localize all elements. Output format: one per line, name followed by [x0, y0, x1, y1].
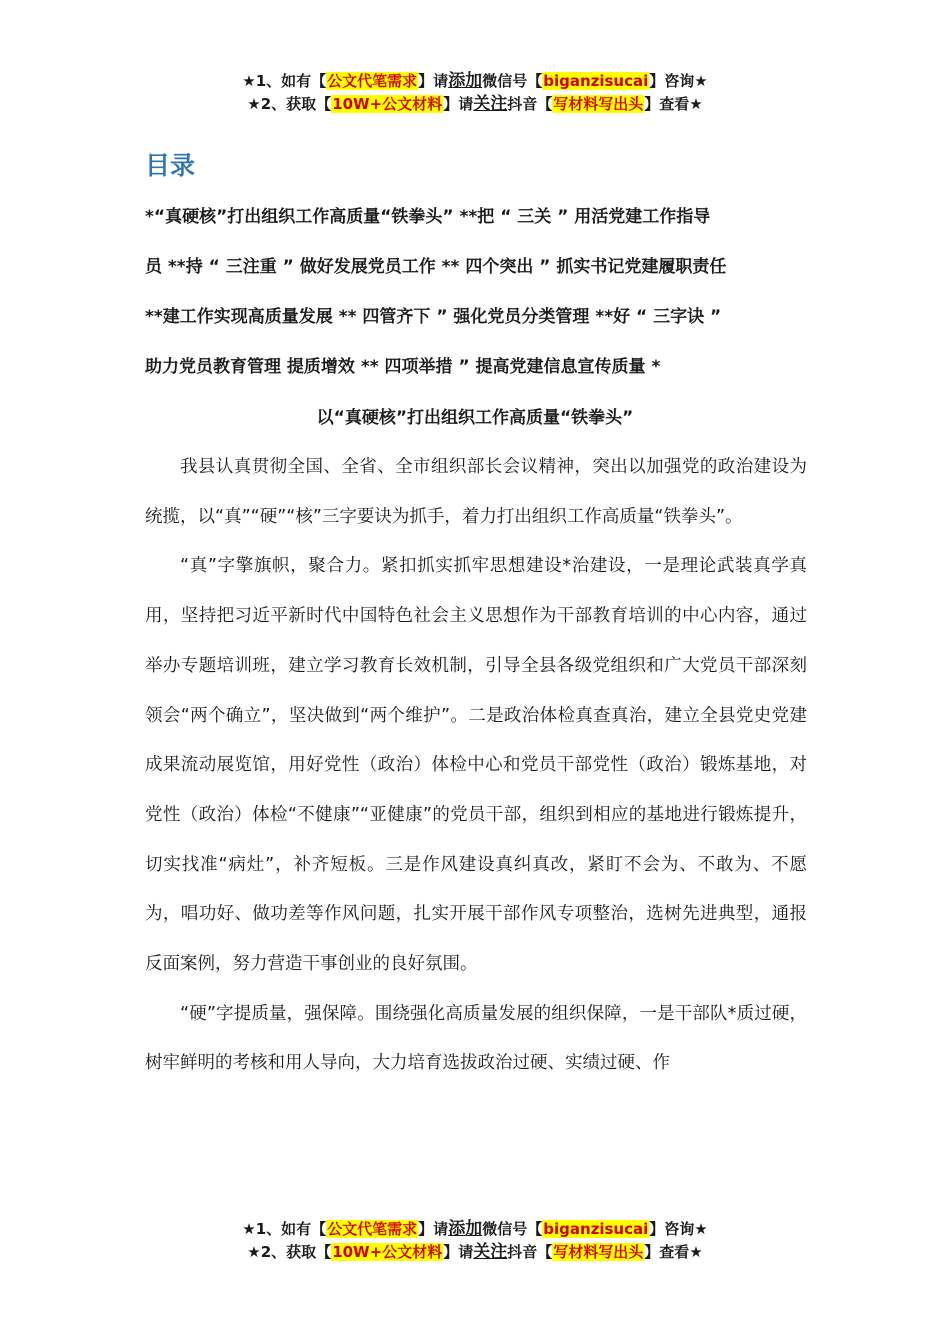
header-banner [0, 70, 950, 116]
body-paragraph: “硬”字提质量，强保障。围绕强化高质量发展的组织保障，一是干部队*质过硬，树牢鲜明的考核和用人导向，大力培育选拔政治过硬、实绩过硬、作 [145, 1003, 807, 1074]
toc-heading: 目录 [145, 151, 196, 180]
banner-line-1 [0, 1218, 950, 1241]
banner-text: 】请 [418, 1220, 449, 1238]
article-body [145, 443, 807, 1089]
banner-text: 抖音【 [507, 95, 553, 113]
footer-banner [0, 1218, 950, 1264]
banner-text: 】请 [418, 72, 449, 90]
banner-line-1 [0, 70, 950, 93]
toc-line[interactable]: 员 **持 “ 三注重 ” 做好发展党员工作 ** 四个突出 ” 抓实书记党建履职责任 [145, 257, 727, 277]
banner-emphasis: 关注 [473, 94, 508, 114]
banner-text: 微信号【 [482, 72, 543, 90]
body-paragraph: “真”字擎旗帜，聚合力。紧扣抓实抓牢思想建设*治建设，一是理论武装真学真用，坚持把习近平新时代中国特色社会主义思想作为干部教育培训的中心内容，通过举办专题培训班，建立学习教育长效机制，引导全县各级党组织和广大党员干部深刻领会“两个确立”，坚决做到“两个维护”。二是政治体检真查真治，建立全县党史党建成果流动展览馆，用好党性（政治）体检中心和党员干部党性（政治）锻炼基地，对党性（政治）体检“不健康”“亚健康”的党员干部，组织到相应的基地进行锻炼提升，切实找准“病灶”，补齐短板。三是作风建设真纠真改，紧盯不会为、不敢为、不愿为，唱功好、做功差等作风问题，扎实开展干部作风专项整治，选树先进典型，通报反面案例，努力营造干事创业的良好氛围。 [145, 556, 807, 975]
body-paragraph: 我县认真贯彻全国、全省、全市组织部长会议精神，突出以加强党的政治建设为统揽，以“真”“硬”“核”三字要诀为抓手，着力打出组织工作高质量“铁拳头”。 [145, 457, 807, 527]
banner-emphasis: 关注 [473, 1242, 508, 1262]
banner-douyin-id: 写材料写出头 [553, 1243, 644, 1261]
banner-text: 抖音【 [507, 1243, 553, 1261]
toc-line[interactable]: *“真硬核”打出组织工作高质量“铁拳头” **把 “ 三关 ” 用活党建工作指导 [145, 207, 711, 227]
banner-highlight: 公文代笔需求 [327, 1220, 418, 1238]
article-title: 以“真硬核”打出组织工作高质量“铁拳头” [316, 408, 634, 428]
banner-text: 】咨询★ [649, 1220, 708, 1238]
banner-wechat-id: biganzisucai [543, 72, 649, 90]
toc-line[interactable]: 助力党员教育管理 提质增效 ** 四项举措 ” 提高党建信息宣传质量 * [145, 357, 661, 377]
banner-text: ★1、如有【 [242, 72, 327, 90]
banner-text: 微信号【 [482, 1220, 543, 1238]
banner-text: 】请 [443, 95, 474, 113]
banner-text: ★2、获取【 [247, 1243, 332, 1261]
banner-text: 】请 [443, 1243, 474, 1261]
toc-line[interactable]: **建工作实现高质量发展 ** 四管齐下 ” 强化党员分类管理 **好 “ 三字诀 ” [145, 307, 722, 327]
banner-line-2 [0, 1241, 950, 1264]
banner-highlight: 公文代笔需求 [327, 72, 418, 90]
banner-highlight: 10W+公文材料 [332, 95, 443, 113]
banner-douyin-id: 写材料写出头 [553, 95, 644, 113]
banner-highlight: 10W+公文材料 [332, 1243, 443, 1261]
banner-text: 】查看★ [644, 1243, 703, 1261]
banner-text: ★1、如有【 [242, 1220, 327, 1238]
banner-text: ★2、获取【 [247, 95, 332, 113]
banner-text: 】咨询★ [649, 72, 708, 90]
banner-text: 】查看★ [644, 95, 703, 113]
banner-line-2 [0, 93, 950, 116]
banner-emphasis: 添加 [448, 71, 483, 91]
banner-wechat-id: biganzisucai [543, 1220, 649, 1238]
banner-emphasis: 添加 [448, 1219, 483, 1239]
